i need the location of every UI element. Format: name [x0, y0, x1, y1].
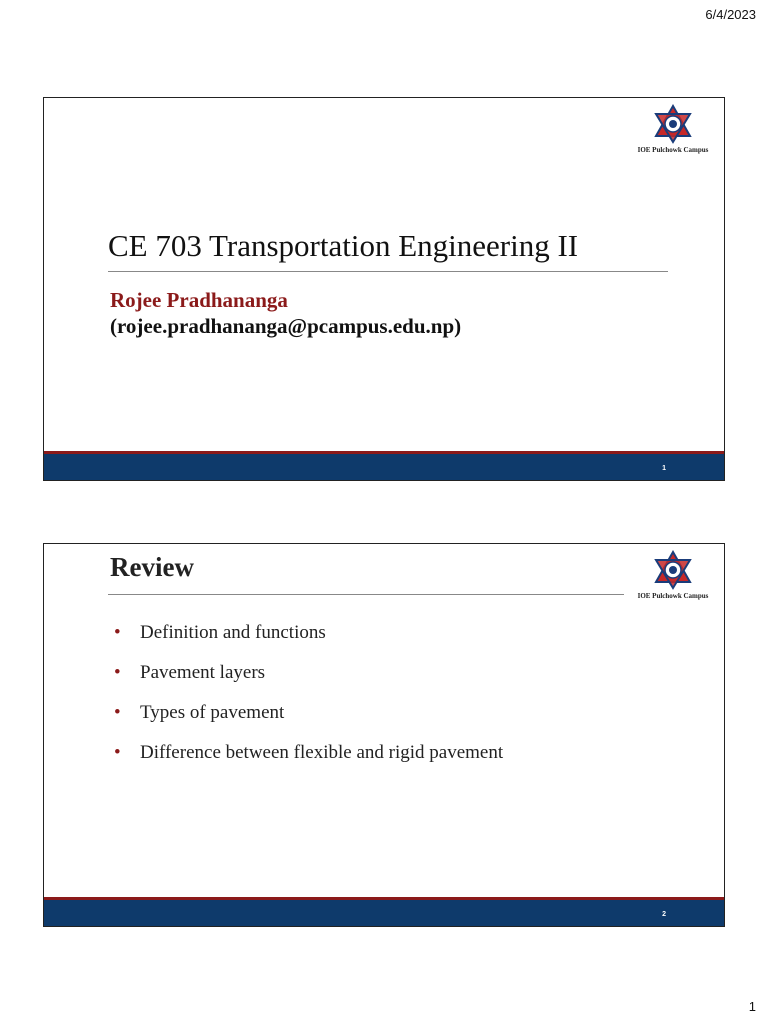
bullet-icon: •	[114, 742, 121, 763]
bullet-icon: •	[114, 662, 121, 683]
ioe-logo	[630, 550, 716, 600]
title-divider	[108, 271, 668, 272]
page-number: 1	[748, 999, 756, 1014]
ioe-emblem-icon	[653, 550, 693, 590]
bullet-icon: •	[114, 622, 121, 643]
slide-number: 2	[662, 911, 666, 918]
slide-title: CE 703 Transportation Engineering II	[108, 228, 579, 263]
footer-bar	[44, 454, 724, 480]
bullet-icon: •	[114, 702, 121, 723]
author-name: Rojee Pradhananga	[110, 288, 288, 312]
logo-caption: IOE Pulchowk Campus	[637, 592, 709, 600]
author-email: (rojee.pradhananga@pcampus.edu.np)	[110, 314, 462, 338]
title-divider	[108, 594, 624, 595]
footer-bar	[44, 900, 724, 926]
page-date: 6/4/2023	[705, 7, 756, 22]
list-item: • Definition and functions	[114, 622, 326, 643]
list-item: • Types of pavement	[114, 702, 285, 723]
list-item: • Pavement layers	[114, 662, 266, 683]
slide-number: 1	[662, 465, 666, 472]
slide-2	[43, 543, 725, 927]
bullet-list	[114, 622, 503, 782]
logo-caption: IOE Pulchowk Campus	[637, 146, 709, 154]
list-item: • Difference between flexible and rigid pavement	[114, 742, 504, 763]
slide-title: Review	[110, 552, 194, 582]
ioe-emblem-icon	[653, 104, 693, 144]
ioe-logo	[630, 104, 716, 154]
slide-1	[43, 97, 725, 481]
